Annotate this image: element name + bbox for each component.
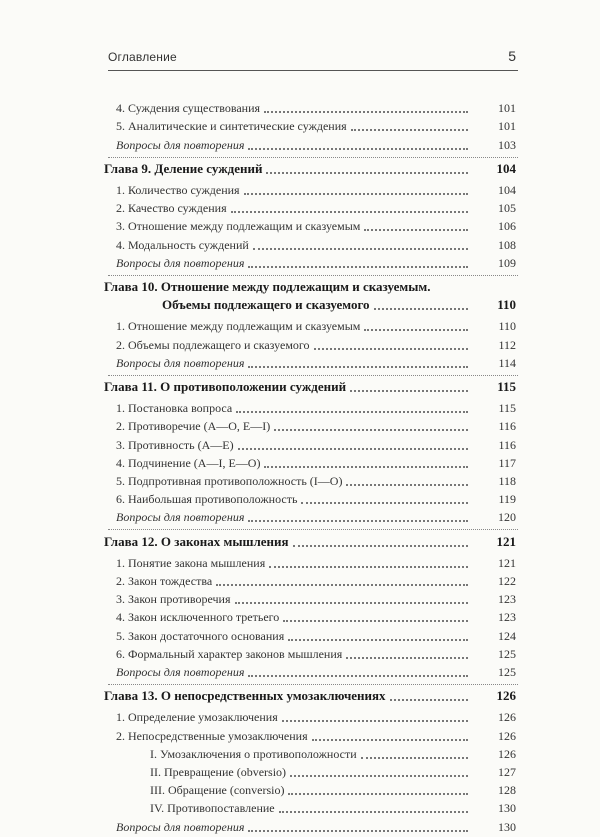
toc-page-number: 123: [498, 610, 516, 625]
toc-section: [0, 627, 600, 645]
dot-leader: [350, 390, 468, 392]
dot-leader: [238, 448, 468, 450]
toc-page-number: 114: [498, 355, 516, 370]
toc-page-number: 119: [498, 492, 516, 507]
dot-leader: [248, 520, 468, 522]
dot-leader: [248, 830, 468, 832]
toc-page-number: 110: [498, 319, 516, 334]
toc-leader-line: [116, 510, 468, 525]
toc-chapter: [0, 688, 600, 706]
toc-review-questions: [0, 664, 600, 682]
dot-leader: [248, 148, 468, 150]
toc-leader-line: [116, 419, 468, 434]
toc-entry-label: 4. Модальность суждений: [116, 237, 249, 252]
toc-entry-label: Вопросы для повторения: [116, 255, 245, 270]
toc-entry-label: 1. Отношение между подлежащим и сказуемым: [116, 319, 361, 334]
toc-entry-label: II. Превращение (obversio): [150, 764, 287, 779]
toc-page-number: 117: [498, 455, 516, 470]
toc-page-number: 120: [498, 510, 516, 525]
toc-page-number: 121: [496, 533, 516, 549]
toc-entry-label: Вопросы для повторения: [116, 510, 245, 525]
toc-page-number: 101: [498, 101, 516, 116]
page-number: 5: [508, 48, 516, 64]
toc-section: [0, 609, 600, 627]
toc-leader-line: [116, 574, 468, 589]
toc-leader-line: [116, 238, 468, 253]
toc-section: [0, 455, 600, 473]
toc-page-number: 112: [498, 337, 516, 352]
toc-leader-line: [116, 401, 468, 416]
toc-entry-label: 4. Суждения существования: [116, 101, 261, 116]
toc-entry-label: 2. Противоречие (A—O, E—I): [116, 419, 271, 434]
toc-leader-line: [116, 729, 468, 744]
toc-section: [0, 218, 600, 236]
toc-leader-line: [116, 201, 468, 216]
toc-leader-line: [104, 379, 468, 395]
toc-leader-line: [150, 747, 468, 762]
toc-section: [0, 100, 600, 118]
toc-page-number: 121: [498, 555, 516, 570]
toc-page-number: 126: [496, 688, 516, 704]
toc-page-number: 103: [498, 137, 516, 152]
toc-page-number: 104: [496, 160, 516, 176]
dot-leader: [236, 411, 468, 413]
toc-leader-line: [116, 319, 468, 334]
toc-entry-label: 2. Качество суждения: [116, 201, 227, 216]
toc-review-questions: [0, 509, 600, 527]
toc-section: [0, 764, 600, 782]
chapter-divider: [108, 157, 518, 158]
dot-leader: [314, 348, 468, 350]
toc-entry-label: 3. Отношение между подлежащим и сказуемым: [116, 219, 361, 234]
dot-leader: [231, 211, 468, 213]
toc-section: [0, 782, 600, 800]
toc-chapter: [0, 161, 600, 179]
toc-chapter-title: Глава 10. Отношение между подлежащим и сказуемым.: [104, 278, 431, 294]
dot-leader: [248, 266, 468, 268]
toc-page-number: 123: [498, 592, 516, 607]
dot-leader: [279, 811, 468, 813]
toc-page-number: 106: [498, 219, 516, 234]
toc-page-number: 122: [498, 573, 516, 588]
toc-entry-label: 4. Закон исключенного третьего: [116, 610, 280, 625]
toc-entry-label: III. Обращение (conversio): [150, 783, 285, 798]
toc-section: [0, 436, 600, 454]
toc-review-questions: [0, 818, 600, 836]
dot-leader: [235, 602, 469, 604]
dot-leader: [290, 775, 468, 777]
dot-leader: [264, 111, 468, 113]
chapter-divider: [108, 375, 518, 376]
toc-leader-line: [150, 765, 468, 780]
toc-section: [0, 336, 600, 354]
dot-leader: [269, 566, 468, 568]
toc-leader-line: [104, 688, 468, 704]
toc-section: [0, 200, 600, 218]
dot-leader: [288, 793, 468, 795]
toc-section: [0, 709, 600, 727]
toc-leader-line: [116, 665, 468, 680]
toc-section: [0, 400, 600, 418]
toc-leader-line: [104, 534, 468, 550]
toc-page-number: 130: [498, 819, 516, 834]
toc-chapter: [0, 279, 600, 315]
toc-entry-label: 2. Объемы подлежащего и сказуемого: [116, 337, 310, 352]
toc-section: [0, 591, 600, 609]
toc-page-number: 125: [498, 646, 516, 661]
toc-leader-line: [150, 783, 468, 798]
toc-page-number: 110: [497, 297, 516, 313]
toc-page-number: 116: [498, 419, 516, 434]
dot-leader: [283, 620, 468, 622]
toc-section: [0, 418, 600, 436]
toc-leader-line: [116, 138, 468, 153]
toc-entry-label: 2. Закон тождества: [116, 573, 213, 588]
dot-leader: [374, 308, 468, 310]
toc-entry-label: Глава 13. О непосредственных умозаключениях: [104, 688, 386, 704]
dot-leader: [248, 675, 468, 677]
toc-section: [0, 746, 600, 764]
dot-leader: [288, 639, 468, 641]
toc-leader-line: [116, 119, 468, 134]
toc-page-number: 116: [498, 437, 516, 452]
dot-leader: [216, 584, 468, 586]
dot-leader: [248, 366, 468, 368]
toc-entry-label: Вопросы для повторения: [116, 819, 245, 834]
toc-section: [0, 573, 600, 591]
toc-entry-label: 6. Наибольшая противоположность: [116, 492, 298, 507]
toc-leader-line: [116, 456, 468, 471]
toc-leader-line: [116, 820, 468, 835]
toc-entry-label: 6. Формальный характер законов мышления: [116, 646, 343, 661]
toc-section: [0, 318, 600, 336]
toc-entry-label: 1. Количество суждения: [116, 182, 240, 197]
toc-page-number: 105: [498, 201, 516, 216]
chapter-divider: [108, 529, 518, 530]
toc-leader-line: [116, 629, 468, 644]
toc-page-number: 126: [498, 746, 516, 761]
toc-page-number: 130: [498, 801, 516, 816]
toc-leader-line: [116, 610, 468, 625]
toc-section: [0, 800, 600, 818]
dot-leader: [244, 193, 468, 195]
toc-section: [0, 646, 600, 664]
toc-leader-line: [116, 556, 468, 571]
dot-leader: [361, 757, 468, 759]
toc-entry-label: 1. Понятие закона мышления: [116, 555, 266, 570]
toc-section: [0, 727, 600, 745]
toc-leader-line: [116, 647, 468, 662]
toc-leader-line: [116, 256, 468, 271]
toc-entry-label: 3. Противность (A—E): [116, 437, 234, 452]
dot-leader: [282, 720, 468, 722]
toc-leader-line: [116, 592, 468, 607]
toc-entry-label: IV. Противопоставление: [150, 801, 275, 816]
toc-page-number: 118: [498, 473, 516, 488]
dot-leader: [301, 502, 468, 504]
toc-entry-label: Объемы подлежащего и сказуемого: [162, 297, 370, 313]
toc-entry-label: 1. Постановка вопроса: [116, 401, 233, 416]
dot-leader: [364, 329, 468, 331]
toc-entry-label: 1. Определение умозаключения: [116, 710, 278, 725]
toc-entry-label: Глава 12. О законах мышления: [104, 533, 289, 549]
toc-page-number: 101: [498, 119, 516, 134]
dot-leader: [346, 484, 468, 486]
dot-leader: [266, 172, 468, 174]
toc-entry-label: Глава 11. О противоположении суждений: [104, 378, 347, 394]
toc-section: [0, 236, 600, 254]
toc-review-questions: [0, 355, 600, 373]
dot-leader: [253, 248, 468, 250]
toc-section: [0, 473, 600, 491]
toc-entry-label: 4. Подчинение (A—I, E—O): [116, 455, 261, 470]
toc-page-number: 104: [498, 182, 516, 197]
toc-leader-line: [116, 338, 468, 353]
dot-leader: [293, 545, 468, 547]
toc-page-number: 109: [498, 255, 516, 270]
toc-section: [0, 118, 600, 136]
chapter-divider: [108, 684, 518, 685]
toc-chapter: [0, 533, 600, 551]
toc-entry-label: Вопросы для повторения: [116, 137, 245, 152]
toc-leader-line: [116, 492, 468, 507]
toc-leader-line: [162, 297, 468, 313]
toc-entry-label: 5. Закон достаточного основания: [116, 628, 285, 643]
toc-entry-label: 2. Непосредственные умозаключения: [116, 728, 308, 743]
toc-review-questions: [0, 255, 600, 273]
toc-entry-label: 3. Закон противоречия: [116, 592, 231, 607]
toc-leader-line: [116, 219, 468, 234]
toc-leader-line: [150, 801, 468, 816]
toc-section: [0, 182, 600, 200]
toc-section: [0, 555, 600, 573]
toc-page-number: 115: [497, 378, 516, 394]
toc-page-number: 128: [498, 783, 516, 798]
toc-leader-line: [116, 474, 468, 489]
toc-entry-label: Вопросы для повторения: [116, 355, 245, 370]
toc-page-number: 124: [498, 628, 516, 643]
toc-entry-label: 5. Аналитические и синтетические суждения: [116, 119, 347, 134]
toc-leader-line: [116, 438, 468, 453]
toc-page-number: 126: [498, 710, 516, 725]
toc-leader-line: [116, 710, 468, 725]
toc-chapter: [0, 379, 600, 397]
dot-leader: [274, 429, 468, 431]
toc-entry-label: I. Умозаключения о противоположности: [150, 746, 357, 761]
toc-review-questions: [0, 136, 600, 154]
dot-leader: [364, 229, 468, 231]
dot-leader: [346, 657, 468, 659]
toc-page-number: 125: [498, 664, 516, 679]
toc-page-number: 127: [498, 764, 516, 779]
toc-leader-line: [116, 101, 468, 116]
running-title: Оглавление: [108, 50, 177, 64]
toc-page-number: 115: [498, 401, 516, 416]
toc-page-number: 108: [498, 237, 516, 252]
dot-leader: [312, 739, 468, 741]
toc-entry-label: 5. Подпротивная противоположность (I—O): [116, 473, 343, 488]
chapter-divider: [108, 275, 518, 276]
toc-leader-line: [116, 356, 468, 371]
toc-page-number: 126: [498, 728, 516, 743]
toc-section: [0, 491, 600, 509]
toc-leader-line: [116, 183, 468, 198]
dot-leader: [351, 129, 468, 131]
dot-leader: [264, 466, 468, 468]
toc-leader-line: [104, 161, 468, 177]
dot-leader: [390, 699, 468, 701]
toc-entry-label: Глава 9. Деление суждений: [104, 160, 263, 176]
toc-entry-label: Вопросы для повторения: [116, 664, 245, 679]
